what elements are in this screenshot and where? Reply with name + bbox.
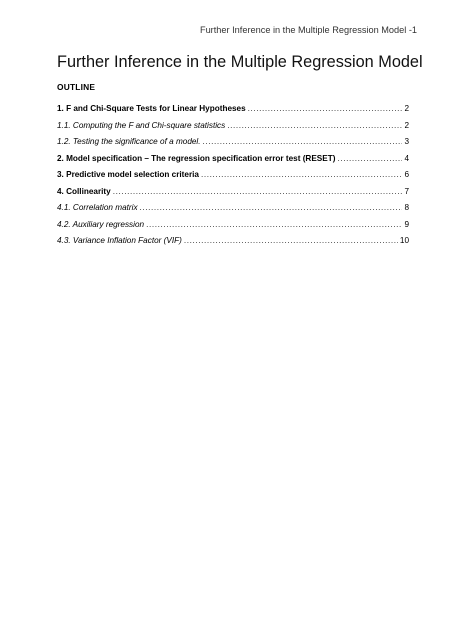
toc-entry[interactable] [57,203,409,220]
outline-heading: OUTLINE [57,82,96,92]
toc-entry[interactable] [57,220,409,237]
toc-dot-leader [113,187,403,196]
toc-entry-label: 4. Collinearity [57,186,111,196]
toc-entry-label: 4.3. Variance Inflation Factor (VIF) [57,236,182,245]
toc-entry-label: 1.1. Computing the F and Chi-square statistics [57,120,226,130]
toc-entry-label: 1.2. Testing the significance of a model. [57,137,201,146]
toc-entry-label: 3. Predictive model selection criteria [57,170,199,179]
toc-entry[interactable] [57,137,409,154]
toc-dot-leader [140,203,403,212]
toc-dot-leader [248,104,403,113]
toc-entry-label: 4.2. Auxiliary regression [57,219,145,229]
toc-page-number: 8 [404,203,409,212]
toc-entry[interactable] [57,187,409,204]
toc-page-number: 7 [404,186,409,196]
toc-page-number: 4 [404,153,409,163]
toc-entry[interactable] [57,154,409,171]
toc-entry-label: 2. Model specification – The regression specification error test (RESET) [57,153,336,163]
toc-entry[interactable] [57,121,409,138]
toc-dot-leader [337,154,402,163]
toc-entry[interactable] [57,104,409,121]
toc-dot-leader [184,236,398,245]
running-header: Further Inference in the Multiple Regression Model -1 [199,25,417,35]
toc-entry-label: 4.1. Correlation matrix [57,203,138,212]
toc-dot-leader [201,170,402,179]
toc-page-number: 6 [404,170,409,179]
toc-page-number: 3 [404,137,409,146]
toc-page-number: 9 [404,219,409,229]
toc-dot-leader [203,137,403,146]
toc-entry[interactable] [57,236,409,253]
toc-page-number: 2 [404,120,409,130]
toc-entry[interactable] [57,170,409,187]
document-title: Further Inference in the Multiple Regression Model [57,53,423,71]
toc-dot-leader [146,220,402,229]
toc-page-number: 2 [404,104,409,113]
table-of-contents [57,104,409,253]
toc-entry-label: 1. F and Chi-Square Tests for Linear Hypotheses [57,104,246,113]
toc-dot-leader [227,121,402,130]
toc-page-number: 10 [399,236,409,245]
